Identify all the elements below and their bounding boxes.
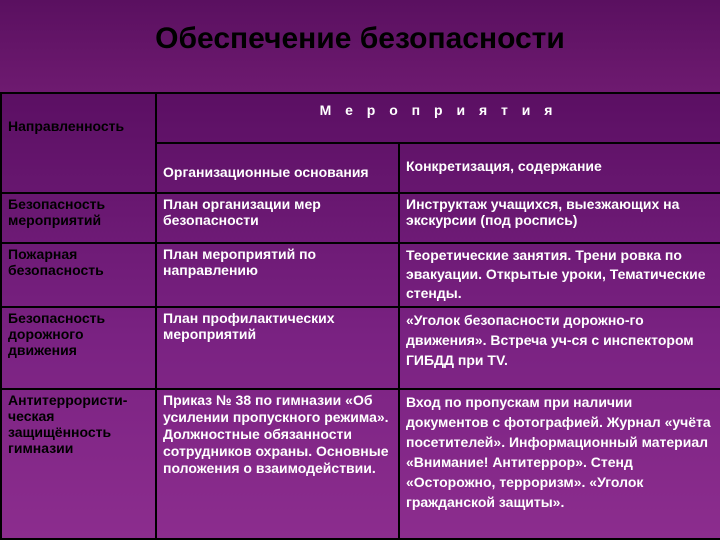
header-direction: Направленность [1,93,156,193]
row-content: «Уголок безопасности дорожно-го движения». Встреча уч-ся с инспектором ГИБДД при TV. [399,307,720,389]
row-direction: Антитеррористи-ческая защищённость гимназии [1,389,156,539]
table-row [1,389,720,539]
table-row [1,243,720,307]
row-direction: Пожарная безопасность [1,243,156,307]
table-row [1,307,720,389]
row-basis: План мероприятий по направлению [156,243,399,307]
row-direction: Безопасность мероприятий [1,193,156,243]
safety-table [0,92,720,540]
row-basis: План профилактических мероприятий [156,307,399,389]
header-row [1,93,720,143]
row-content: Инструктаж учащихся, выезжающих на экскурсии (под роспись) [399,193,720,243]
header-measures: М е р о п р и я т и я [156,93,720,143]
row-basis: План организации мер безопасности [156,193,399,243]
header-specification: Конкретизация, содержание [399,143,720,193]
row-content: Вход по пропускам при наличии документов с фотографией. Журнал «учёта посетителей». Информационный материал «Внимание! Антитеррор». Стенд «Осторожно, терроризм». «Уголок гражданской защиты». [399,389,720,539]
table-row [1,193,720,243]
row-content: Теоретические занятия. Трени ровка по эвакуации. Открытые уроки, Тематические стенды. [399,243,720,307]
header-org-basis: Организационные основания [156,143,399,193]
page-title: Обеспечение безопасности [155,22,565,55]
row-direction: Безопасность дорожного движения [1,307,156,389]
row-basis: Приказ № 38 по гимназии «Об усилении пропускного режима». Должностные обязанности сотрудников охраны. Основные положения о взаимодействии. [156,389,399,539]
